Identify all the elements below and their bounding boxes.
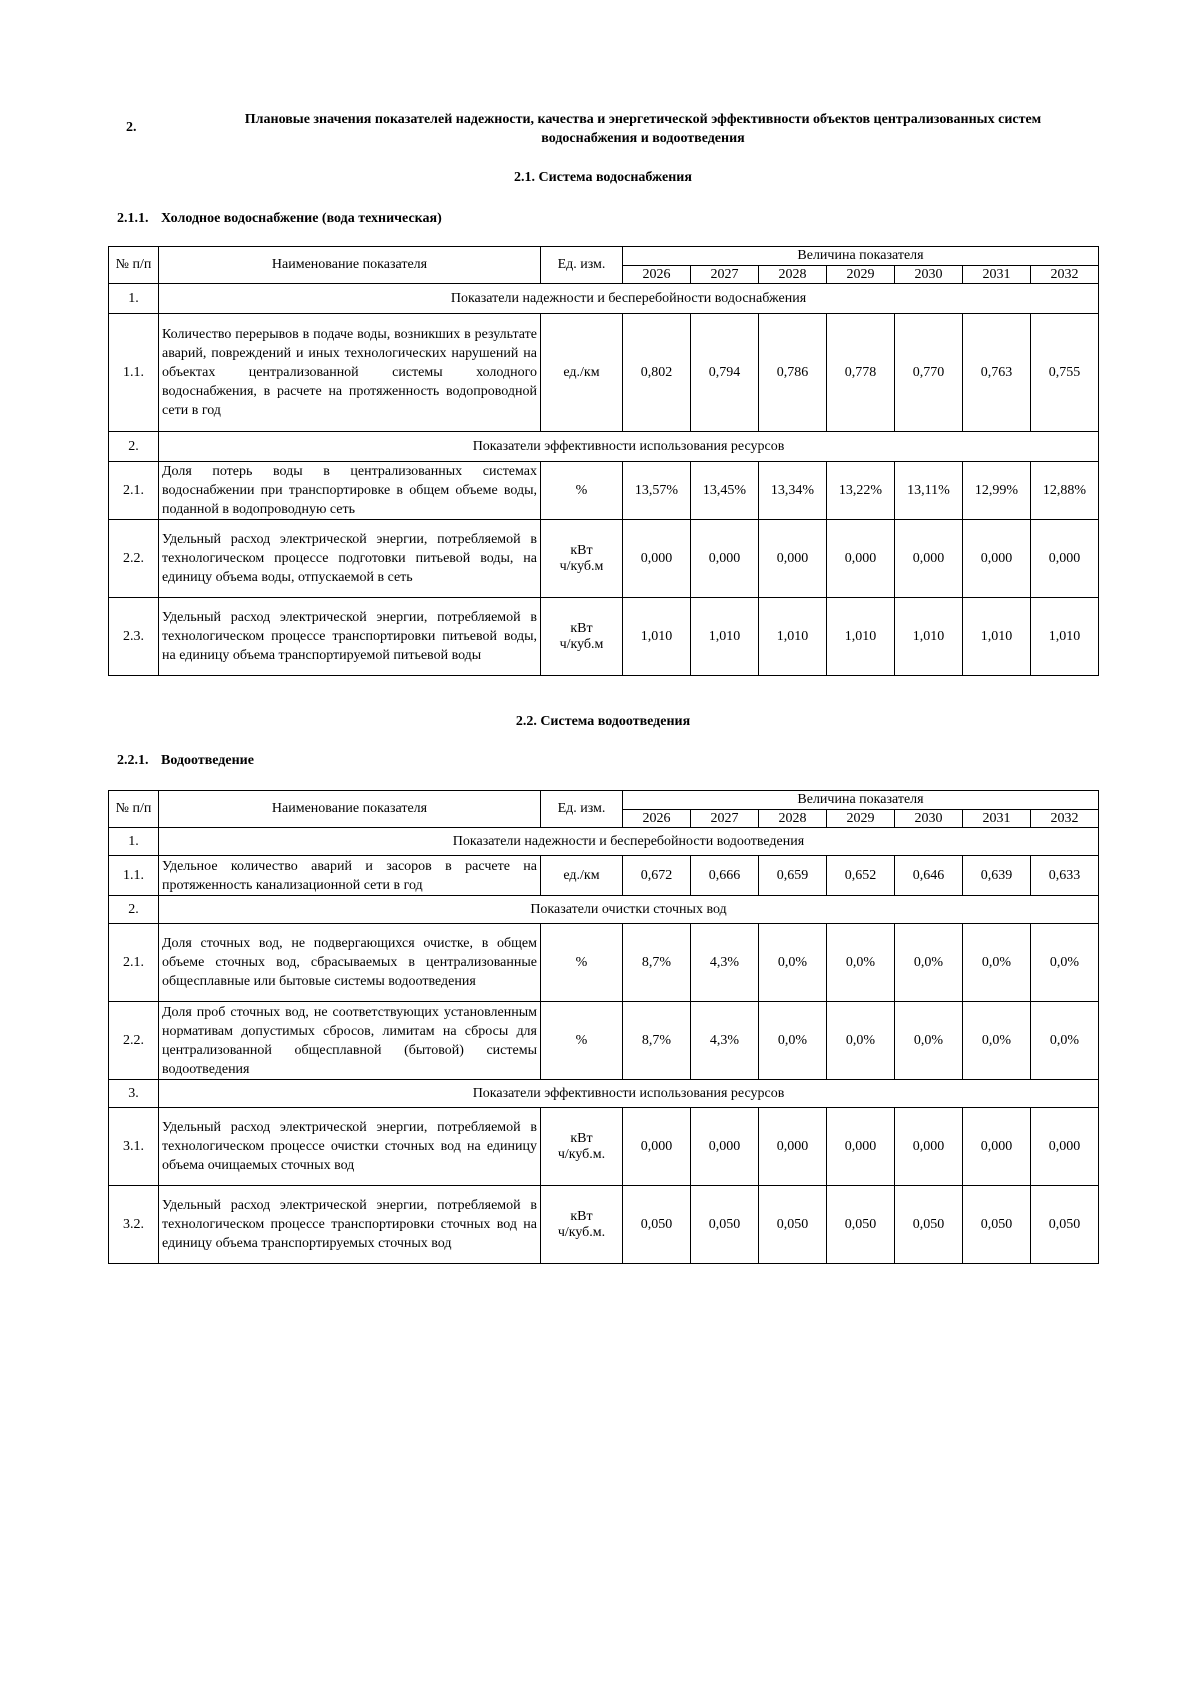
water-supply-title: 2.1. Система водоснабжения	[514, 170, 692, 185]
header-year: 2029	[827, 810, 895, 828]
table-row: 2.2. Удельный расход электрической энергии, потребляемой в технологическом процессе подготовки питьевой воды, на единицу объема воды, отпускаемой в сеть кВт ч/куб.м 0,000 0,000 0,000 0,000 0,000 0,000 0,000	[109, 520, 1099, 598]
table-row: 2.1. Доля сточных вод, не подвергающихся очистке, в общем объеме сточных вод, сбрасываемых в централизованные общесплавные или бытовые системы водоотведения % 8,7% 4,3% 0,0% 0,0% 0,0% 0,0% 0,0%	[109, 924, 1099, 1002]
header-year: 2032	[1031, 266, 1099, 284]
table-row: 1.1. Количество перерывов в подаче воды, возникших в результате аварий, повреждений и иных технологических нарушений на объектах централизованной системы холодного водоснабжения, в расчете на протяженность водопроводной сети в год ед./км 0,802 0,794 0,786 0,778 0,770 0,763 0,755	[109, 314, 1099, 432]
table-row: 2.2. Доля проб сточных вод, не соответствующих установленным нормативам допустимых сбросов, лимитам на сбросы для централизованной общесплавной (бытовой) системы водоотведения % 8,7% 4,3% 0,0% 0,0% 0,0% 0,0% 0,0%	[109, 1002, 1099, 1080]
header-value: Величина показателя	[623, 247, 1099, 266]
header-value: Величина показателя	[623, 791, 1099, 810]
header-num: № п/п	[109, 791, 159, 828]
table-row: 2.3. Удельный расход электрической энергии, потребляемой в технологическом процессе транспортировки питьевой воды, на единицу объема транспортируемой питьевой воды кВт ч/куб.м 1,010 1,010 1,010 1,010 1,010 1,010 1,010	[109, 598, 1099, 676]
header-year: 2028	[759, 810, 827, 828]
table-row: 1.1. Удельное количество аварий и засоров в расчете на протяженность канализационной сети в год ед./км 0,672 0,666 0,659 0,652 0,646 0,639 0,633	[109, 856, 1099, 896]
sewerage-title: 2.2. Система водоотведения	[515, 714, 691, 729]
group-row: 1. Показатели надежности и бесперебойности водоотведения	[109, 828, 1099, 856]
table-header-row	[109, 247, 1099, 266]
header-name: Наименование показателя	[159, 791, 541, 828]
table-row: 2.1. Доля потерь воды в централизованных системах водоснабжении при транспортировке в общем объеме воды, поданной в водопроводную сеть % 13,57% 13,45% 13,34% 13,22% 13,11% 12,99% 12,88%	[109, 462, 1099, 520]
section-number: 2.	[126, 120, 137, 135]
header-num: № п/п	[109, 247, 159, 284]
header-year: 2026	[623, 810, 691, 828]
header-year: 2031	[963, 266, 1031, 284]
group-row: 1. Показатели надежности и бесперебойности водоснабжения	[109, 284, 1099, 314]
sewerage-table	[108, 790, 1099, 1264]
header-year: 2029	[827, 266, 895, 284]
header-year: 2030	[895, 266, 963, 284]
table-row: 3.1. Удельный расход электрической энергии, потребляемой в технологическом процессе очистки сточных вод на единицу объема очищаемых сточных вод кВт ч/куб.м. 0,000 0,000 0,000 0,000 0,000 0,000 0,000	[109, 1108, 1099, 1186]
header-year: 2030	[895, 810, 963, 828]
header-name: Наименование показателя	[159, 247, 541, 284]
sewerage-subtitle: 2.2.1. Водоотведение	[117, 753, 254, 768]
header-year: 2031	[963, 810, 1031, 828]
header-unit: Ед. изм.	[541, 791, 623, 828]
header-unit: Ед. изм.	[541, 247, 623, 284]
cold-water-subtitle: 2.1.1. Холодное водоснабжение (вода техническая)	[117, 211, 442, 226]
header-year: 2032	[1031, 810, 1099, 828]
group-row: 2. Показатели очистки сточных вод	[109, 896, 1099, 924]
header-year: 2026	[623, 266, 691, 284]
header-year: 2027	[691, 266, 759, 284]
header-year: 2028	[759, 266, 827, 284]
table-row: 3.2. Удельный расход электрической энергии, потребляемой в технологическом процессе транспортировки сточных вод на единицу объема транспортируемых сточных вод кВт ч/куб.м. 0,050 0,050 0,050 0,050 0,050 0,050 0,050	[109, 1186, 1099, 1264]
group-row: 3. Показатели эффективности использования ресурсов	[109, 1080, 1099, 1108]
water-supply-table	[108, 246, 1099, 676]
section-title: Плановые значения показателей надежности, качества и энергетической эффективности объектов централизованных систем водоснабжения и водоотведения	[244, 112, 1042, 146]
group-row: 2. Показатели эффективности использования ресурсов	[109, 432, 1099, 462]
header-year: 2027	[691, 810, 759, 828]
table-header-row	[109, 791, 1099, 810]
